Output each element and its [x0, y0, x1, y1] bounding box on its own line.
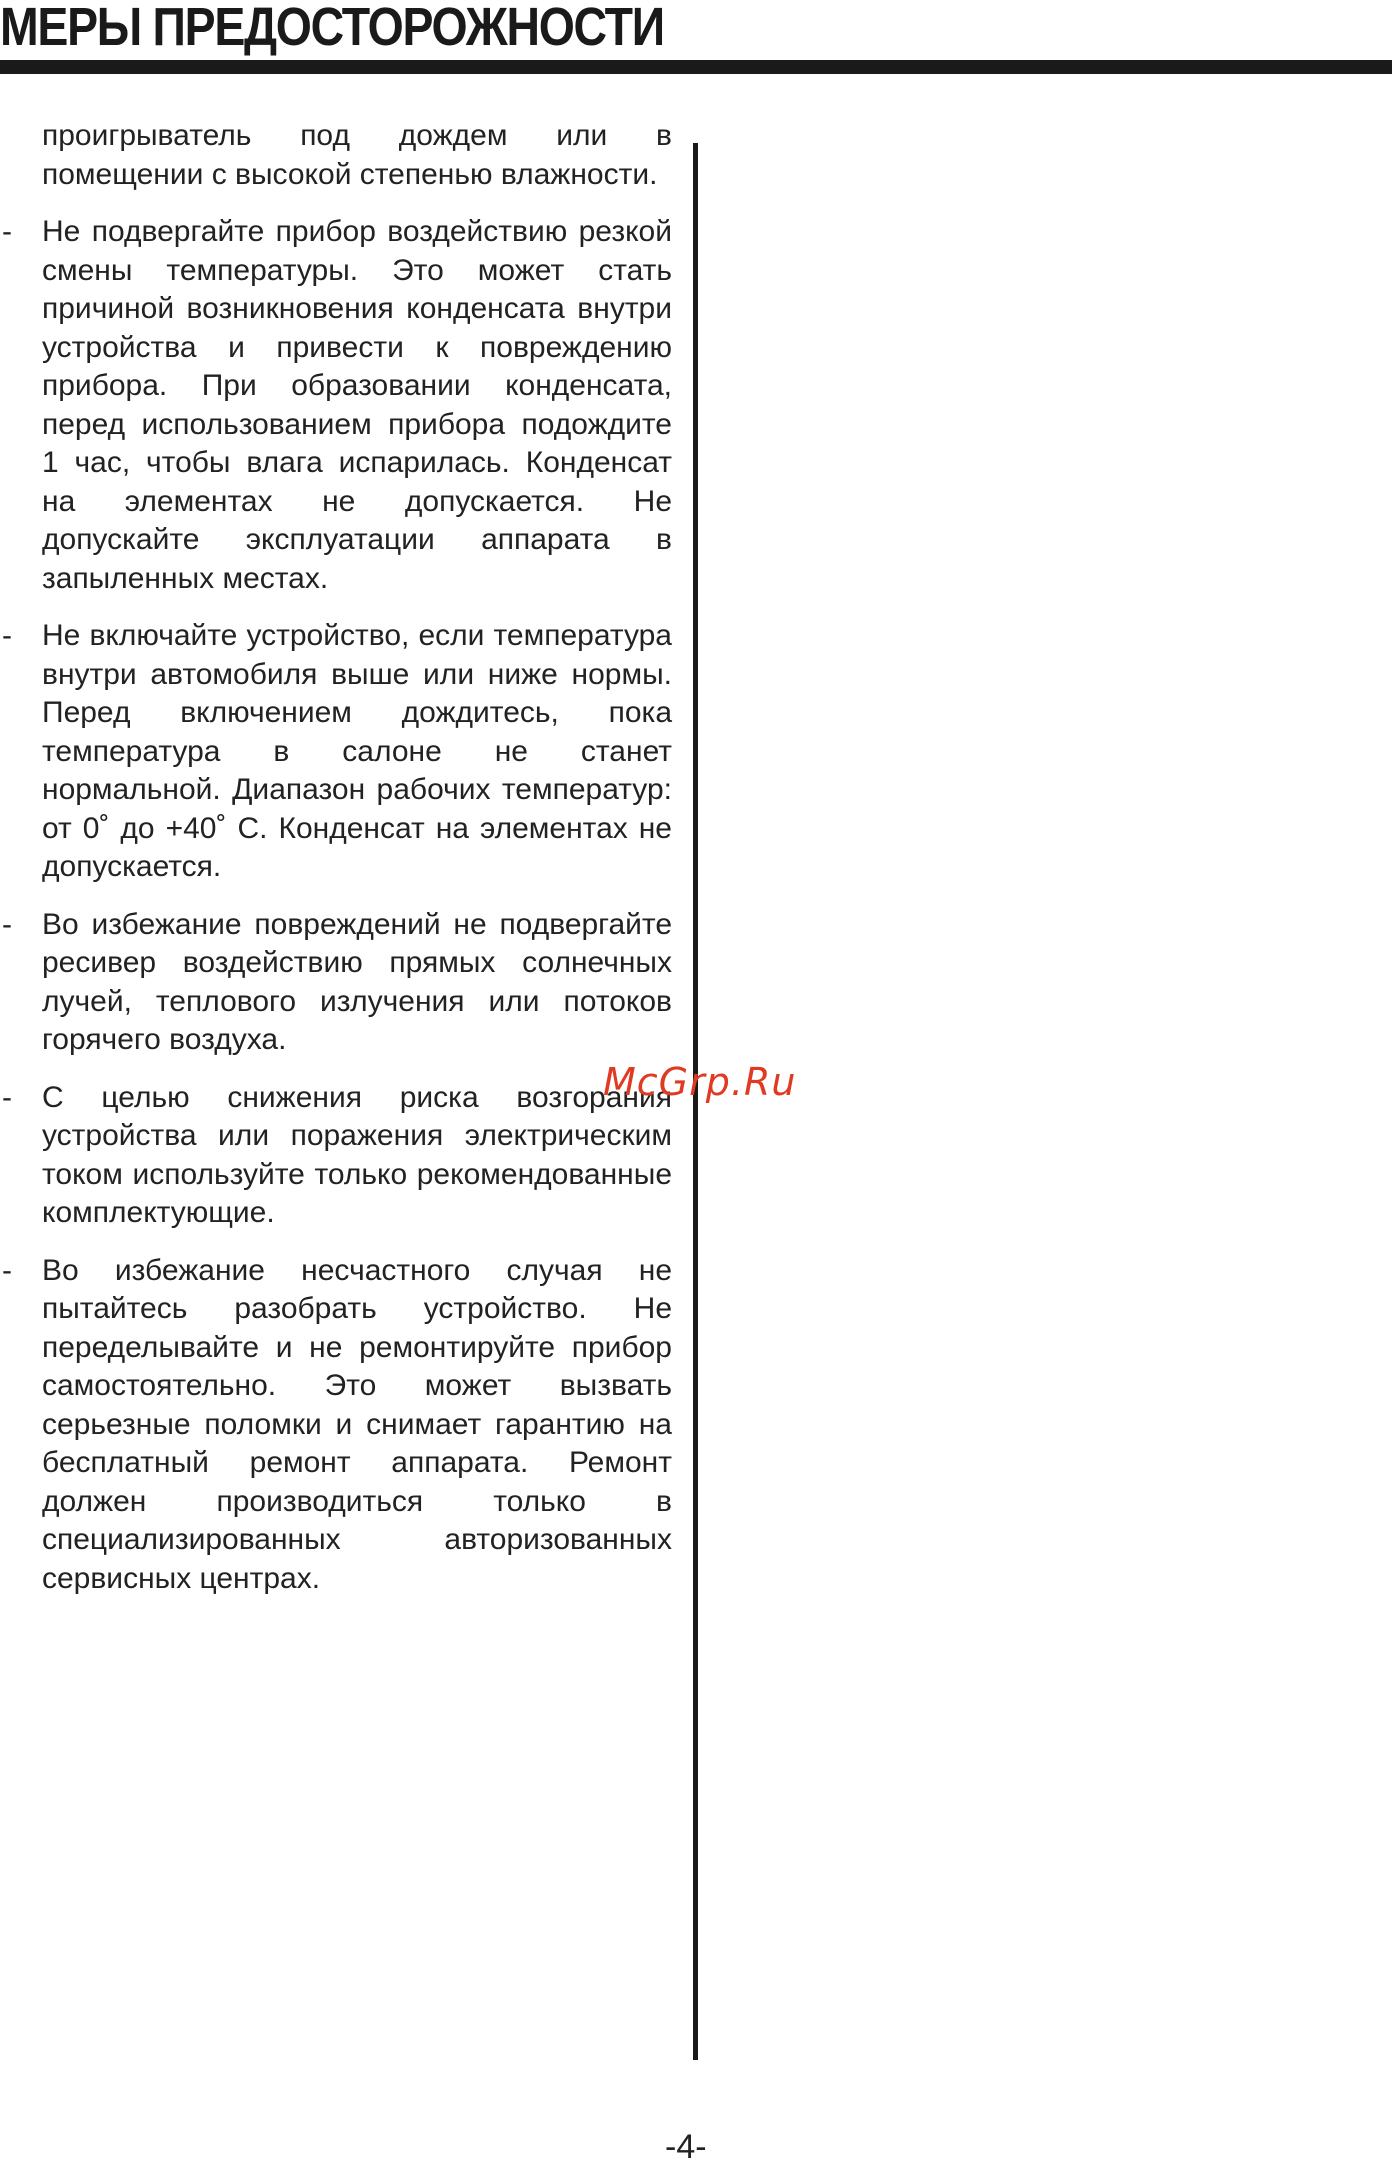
paragraph-disassembly	[0, 1252, 672, 1599]
header-rule	[0, 60, 1392, 74]
paragraph-text: проигрыватель под дождем или в помещении с высокой степенью влажности.	[42, 119, 672, 191]
paragraph-text: Не включайте устройство, если температура внутри автомобиля выше или ниже нормы. Перед включением дождитесь, пока температура в салоне не станет нормальной. Диапазон рабочих температур: от 0˚ до +40˚ С. Конденсат на элементах не допускается.	[42, 619, 672, 883]
paragraph-text: С целью снижения риска возгорания устройства или поражения электрическим током используйте только рекомендованные комплектующие.	[42, 1080, 672, 1229]
paragraph-temperature-change	[0, 213, 672, 598]
page-number: -4-	[665, 2128, 707, 2166]
bullet-dash: -	[2, 215, 12, 248]
bullet-dash: -	[2, 1253, 12, 1287]
paragraph-text: Во избежание повреждений не подвергайте ресивер воздействию прямых солнечных лучей, теплового излучения или потоков горячего воздуха.	[42, 907, 672, 1056]
precautions-text-column	[0, 117, 672, 1617]
paragraph-fire-risk	[0, 1079, 672, 1233]
paragraph-continuation	[0, 117, 672, 194]
paragraph-car-temperature	[0, 617, 672, 887]
watermark: McGrp.Ru	[603, 1060, 797, 1104]
paragraph-text: Не подвергайте прибор воздействию резкой смены температуры. Это может стать причиной возникновения конденсата внутри устройства и привести к повреждению прибора. При образовании конденсата, перед использованием прибора подождите 1 час, чтобы влага испарилась. Конденсат на элементах не допускается. Не допускайте эксплуатации аппарата в запыленных местах.	[42, 215, 672, 595]
bullet-dash: -	[2, 619, 12, 652]
bullet-dash: -	[2, 1080, 12, 1114]
paragraph-text: Во избежание несчастного случая не пытайтесь разобрать устройство. Не переделывайте и не ремонтируйте прибор самостоятельно. Это может вызвать серьезные поломки и снимает гарантию на бесплатный ремонт аппарата. Ремонт должен производиться только в специализированных авторизованных сервисных центрах.	[42, 1253, 672, 1595]
bullet-dash: -	[2, 907, 12, 941]
page-title: МЕРЫ ПРЕДОСТОРОЖНОСТИ	[0, 0, 664, 57]
paragraph-sunlight	[0, 906, 672, 1060]
